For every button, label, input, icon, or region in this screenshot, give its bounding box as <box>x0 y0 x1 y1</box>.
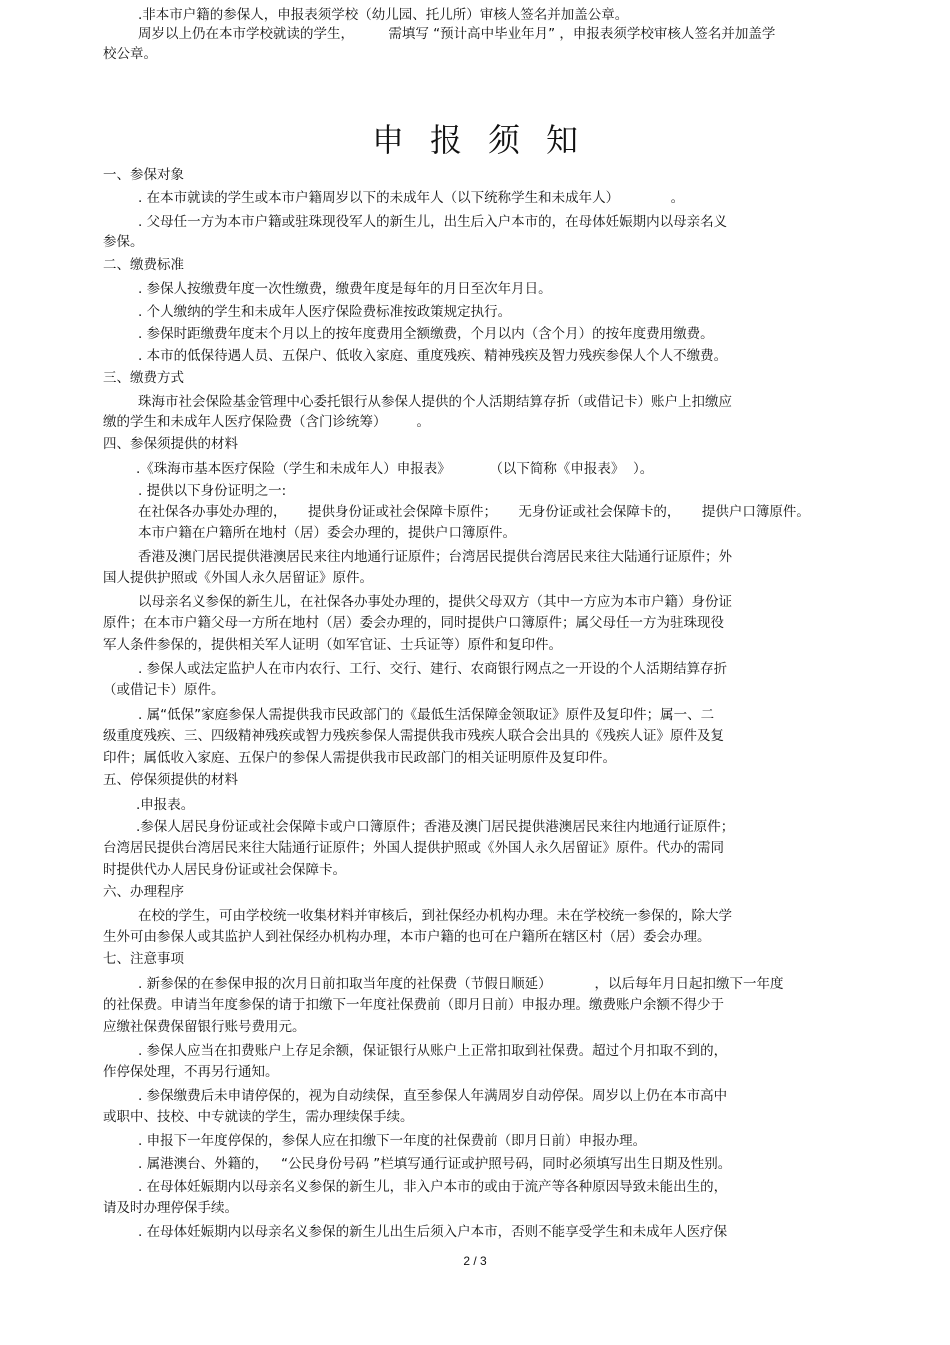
page-title: 申报须知 <box>371 121 604 159</box>
s7-line-11: 请及时办理停保手续。 <box>103 1200 238 1216</box>
s4-line-4: 本市户籍在户籍所在地村（居）委会办理的，提供户口簿原件。 <box>138 525 516 541</box>
s7-line-10: . 在母体妊娠期内以母亲名义参保的新生儿，非入户本市的或由于流产等各种原因导致未能出生的， <box>138 1179 728 1195</box>
s2-line-1: . 参保人按缴费年度一次性缴费，缴费年度是每年的月日至次年月日。 <box>138 281 552 297</box>
s7-line-1: . 新参保的在参保申报的次月日前扣取当年度的社保费（节假日顺延） ，以后每年月日起扣缴下一年度 <box>138 976 784 992</box>
s5-line-4: 时提供代办人居民身份证或社会保障卡。 <box>103 862 346 878</box>
s4-line-1: .《珠海市基本医疗保险（学生和未成年人）申报表》 （以下简称《申报表》 ）。 <box>136 461 654 477</box>
s7-line-6: . 参保缴费后未申请停保的，视为自动续保，直至参保人年满周岁自动停保。周岁以上仍在本市高中 <box>138 1088 728 1104</box>
s4-line-6: 国人提供护照或《外国人永久居留证》原件。 <box>103 570 373 586</box>
top-note-line-2: 周岁以上仍在本市学校就读的学生， 需填写 “预计高中毕业年月” ，申报表须学校审核人签名并加盖学 <box>138 26 776 42</box>
s1-line-2: . 父母任一方为本市户籍或驻珠现役军人的新生儿，出生后入户本市的，在母体妊娠期内以母亲名义 <box>138 214 728 230</box>
section-heading-3: 三、缴费方式 <box>103 370 184 386</box>
s7-line-12: . 在母体妊娠期内以母亲名义参保的新生儿出生后须入户本市，否则不能享受学生和未成年人医疗保 <box>138 1224 728 1240</box>
s1-line-1: . 在本市就读的学生或本市户籍周岁以下的未成年人（以下统称学生和未成年人） 。 <box>138 190 685 206</box>
s7-line-7: 或职中、技校、中专就读的学生，需办理续保手续。 <box>103 1109 414 1125</box>
s4-line-8: 原件；在本市户籍父母一方所在地村（居）委会办理的，同时提供户口簿原件；属父母任一方为驻珠现役 <box>103 615 724 631</box>
top-note-line-1: .非本市户籍的参保人，申报表须学校（幼儿园、托儿所）审核人签名并加盖公章。 <box>138 7 629 23</box>
section-heading-2: 二、缴费标准 <box>103 257 184 273</box>
s4-line-12: . 属“低保”家庭参保人需提供我市民政部门的《最低生活保障金领取证》原件及复印件；属一、二 <box>138 707 715 723</box>
s3-line-1: 珠海市社会保险基金管理中心委托银行从参保人提供的个人活期结算存折（或借记卡）账户上扣缴应 <box>138 394 732 410</box>
s2-line-3: . 参保时距缴费年度末个月以上的按年度费用全额缴费，个月以内（含个月）的按年度费用缴费。 <box>138 326 714 342</box>
s7-line-4: . 参保人应当在扣费账户上存足余额，保证银行从账户上正常扣取到社保费。超过个月扣取不到的， <box>138 1043 728 1059</box>
section-heading-1: 一、参保对象 <box>103 167 184 183</box>
s4-line-10: . 参保人或法定监护人在市内农行、工行、交行、建行、农商银行网点之一开设的个人活期结算存折 <box>138 661 728 677</box>
section-heading-6: 六、办理程序 <box>103 884 184 900</box>
top-note-line-3: 校公章。 <box>103 46 157 62</box>
s7-line-5: 作停保处理，不再另行通知。 <box>103 1064 279 1080</box>
s7-line-2: 的社保费。申请当年度参保的请于扣缴下一年度社保费前（即月日前）申报办理。缴费账户余额不得少于 <box>103 997 724 1013</box>
s5-line-3: 台湾居民提供台湾居民来往大陆通行证原件；外国人提供护照或《外国人永久居留证》原件。代办的需同 <box>103 840 724 856</box>
s4-line-14: 印件；属低收入家庭、五保户的参保人需提供我市民政部门的相关证明原件及复印件。 <box>103 750 616 766</box>
s6-line-2: 生外可由参保人或其监护人到社保经办机构办理，本市户籍的也可在户籍所在辖区村（居）委会办理。 <box>103 929 711 945</box>
s4-line-5: 香港及澳门居民提供港澳居民来往内地通行证原件；台湾居民提供台湾居民来往大陆通行证原件；外 <box>138 549 732 565</box>
s2-line-4: . 本市的低保待遇人员、五保户、低收入家庭、重度残疾、精神残疾及智力残疾参保人个人不缴费。 <box>138 348 728 364</box>
s7-line-9: . 属港澳台、外籍的， “公民身份号码 ”栏填写通行证或护照号码，同时必须填写出生日期及性别。 <box>138 1156 732 1172</box>
section-heading-5: 五、停保须提供的材料 <box>103 772 238 788</box>
s4-line-3: 在社保各办事处办理的， 提供身份证或社会保障卡原件； 无身份证或社会保障卡的， 提供户口簿原件。 <box>138 504 810 520</box>
s4-line-7: 以母亲名义参保的新生儿，在社保各办事处办理的，提供父母双方（其中一方应为本市户籍）身份证 <box>138 594 732 610</box>
s7-line-8: . 申报下一年度停保的，参保人应在扣缴下一年度的社保费前（即月日前）申报办理。 <box>138 1133 647 1149</box>
s3-line-2: 缴的学生和未成年人医疗保险费（含门诊统筹） 。 <box>103 414 431 430</box>
s6-line-1: 在校的学生，可由学校统一收集材料并审核后，到社保经办机构办理。未在学校统一参保的，除大学 <box>138 908 732 924</box>
s5-line-1: .申报表。 <box>136 797 195 813</box>
section-heading-7: 七、注意事项 <box>103 951 184 967</box>
s4-line-9: 军人条件参保的，提供相关军人证明（如军官证、士兵证等）原件和复印件。 <box>103 637 562 653</box>
s1-line-3: 参保。 <box>103 234 144 250</box>
s4-line-2: . 提供以下身份证明之一: <box>138 483 287 499</box>
s4-line-13: 级重度残疾、三、四级精神残疾或智力残疾参保人需提供我市残疾人联合会出具的《残疾人证》原件及复 <box>103 728 724 744</box>
section-heading-4: 四、参保须提供的材料 <box>103 436 238 452</box>
s7-line-3: 应缴社保费保留银行账号费用元。 <box>103 1019 306 1035</box>
s5-line-2: .参保人居民身份证或社会保障卡或户口簿原件；香港及澳门居民提供港澳居民来往内地通行证原件； <box>136 819 735 835</box>
s4-line-11: （或借记卡）原件。 <box>103 682 225 698</box>
s2-line-2: . 个人缴纳的学生和未成年人医疗保险费标准按政策规定执行。 <box>138 304 512 320</box>
page-number: 2 / 3 <box>463 1254 487 1268</box>
